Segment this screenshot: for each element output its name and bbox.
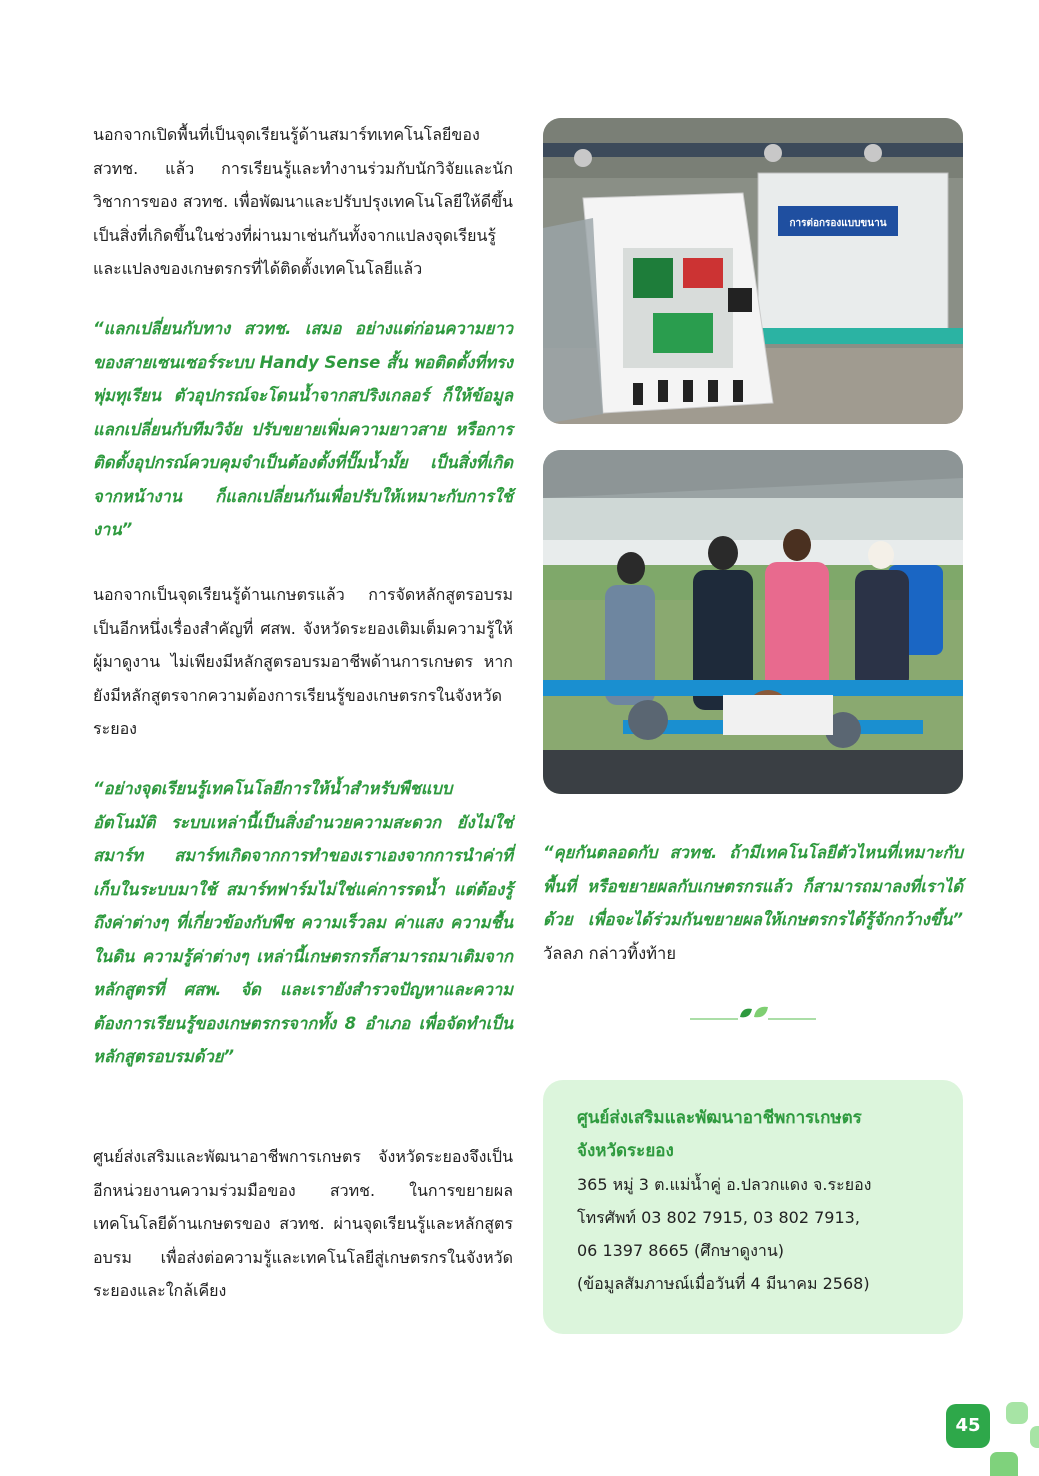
center-address: 365 หมู่ 3 ต.แม่น้ำคู่ อ.ปลวกแดง จ.ระยอง [577,1175,872,1194]
caption-quote-text: “คุยกันตลอดกับ สวทช. ถ้ามีเทคโนโลยีตัวไหนที่เหมาะกับพื้นที่ หรือขยายผลกับเกษตรกรแล้ว ก็สามารถมาลงที่เราได้ด้วย เพื่อจะได้ร่วมกันขยายผลให้เกษตรกรได้รู้จักกว้างขึ้น” [543,843,963,929]
sign-text: การต่อกรองแบบขนาน [789,218,887,229]
center-phone-2: 06 1397 8665 (ศึกษาดูงาน) [577,1241,785,1260]
center-name-line1: ศูนย์ส่งเสริมและพัฒนาอาชีพการเกษตร [577,1108,862,1128]
irrigation-visit-photo [543,450,963,794]
deco-square [1030,1426,1039,1448]
page-number-badge: 45 [946,1404,990,1448]
training-paragraph: นอกจากเป็นจุดเรียนรู้ด้านเกษตรแล้ว การจัดหลักสูตรอบรมเป็นอีกหนึ่งเรื่องสำคัญที่ ศสพ. จังหวัดระยองเติมเต็มความรู้ให้ผู้มาดูงาน ไม่เพียงมีหลักสูตรอบรมอาชีพด้านการเกษตร หากยังมีหลักสูตรจากความต้องการเรียนรู้ของเกษตรกรในจังหวัดระยอง [93,585,513,738]
deco-square [1006,1402,1028,1424]
caption-speaker: วัลลภ กล่าวทิ้งท้าย [543,943,676,963]
center-phone-1: โทรศัพท์ 03 802 7915, 03 802 7913, [577,1208,860,1227]
caption-block [543,836,963,970]
leaf-divider [690,1003,816,1023]
deco-square [990,1452,1018,1476]
intro-paragraph: นอกจากเปิดพื้นที่เป็นจุดเรียนรู้ด้านสมาร์ทเทคโนโลยีของ สวทช. แล้ว การเรียนรู้และทำงานร่วมกับนักวิจัยและนักวิชาการของ สวทช. เพื่อพัฒนาและปรับปรุงเทคโนโลยีให้ดีขึ้น เป็นสิ่งที่เกิดขึ้นในช่วงที่ผ่านมาเช่นกันทั้งจากแปลงจุดเรียนรู้และแปลงของเกษตรกรที่ได้ติดตั้งเทคโนโลยีแล้ว [93,125,513,278]
closing-paragraph: ศูนย์ส่งเสริมและพัฒนาอาชีพการเกษตร จังหวัดระยองจึงเป็นอีกหน่วยงานความร่วมมือของ สวทช. ในการขยายผลเทคโนโลยีด้านเกษตรของ สวทช. ผ่านจุดเรียนรู้และหลักสูตรอบรม เพื่อส่งต่อความรู้และเทคโนโลยีสู่เกษตรกรในจังหวัดระยองและใกล้เคียง [93,1147,513,1300]
controller-box-photo [543,118,963,424]
farmer-quote-1: “แลกเปลี่ยนกับทาง สวทช. เสมอ อย่างแต่ก่อนความยาวของสายเซนเซอร์ระบบ Handy Sense สั้น พอติดตั้งที่ทรงพุ่มทุเรียน ตัวอุปกรณ์จะโดนน้ำจากสปริงเกลอร์ ก็ให้ข้อมูลแลกเปลี่ยนกับทีมวิจัย ปรับขยายเพิ่มความยาวสาย หรือการติดตั้งอุปกรณ์ควบคุมจำเป็นต้องตั้งที่ปั๊มน้ำมั้ย เป็นสิ่งที่เกิดจากหน้างาน ก็แลกเปลี่ยนกันเพื่อปรับให้เหมาะกับการใช้งาน” [93,319,513,539]
interview-note: (ข้อมูลสัมภาษณ์เมื่อวันที่ 4 มีนาคม 2568) [577,1274,870,1293]
caption-quote [543,836,963,970]
leaf-icon [740,1009,752,1018]
leaf-icon [754,1007,768,1018]
contact-info-box [543,1080,963,1334]
farmer-quote-2: “อย่างจุดเรียนรู้เทคโนโลยีการให้น้ำสำหรับพืชแบบอัตโนมัติ ระบบเหล่านี้เป็นสิ่งอำนวยความสะดวก ยังไม่ใช่สมาร์ท สมาร์ทเกิดจากการทำของเราเองจากการนำค่าที่เก็บในระบบมาใช้ สมาร์ทฟาร์มไม่ใช่แค่การรดน้ำ แต่ต้องรู้ถึงค่าต่างๆ ที่เกี่ยวข้องกับพืช ความเร็วลม ค่าแสง ความชื้นในดิน ความรู้ค่าต่างๆ เหล่านี้เกษตรกรก็สามารถมาเติมจากหลักสูตรที่ ศสพ. จัด และเรายังสำรวจปัญหาและความต้องการเรียนรู้ของเกษตรกรจากทั้ง 8 อำเภอ เพื่อจัดทำเป็นหลักสูตรอบรมด้วย” [93,779,513,1066]
center-name-line2: จังหวัดระยอง [577,1141,674,1161]
